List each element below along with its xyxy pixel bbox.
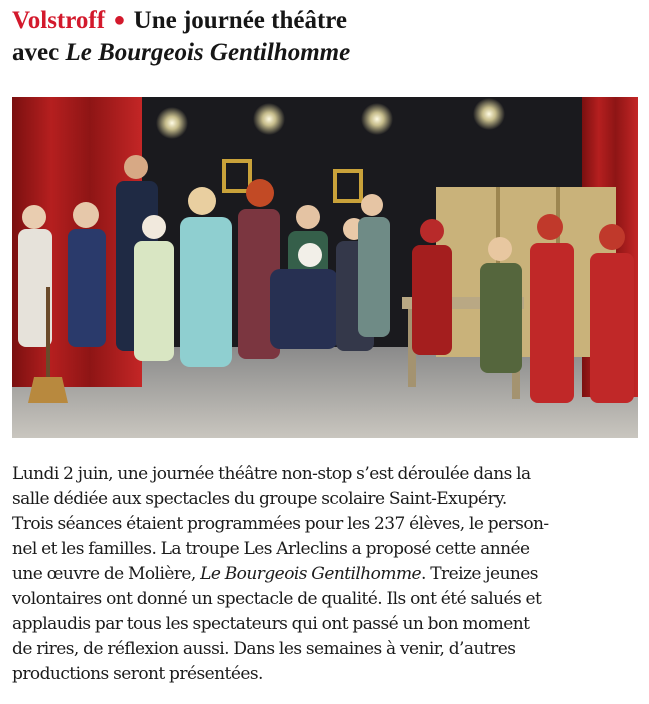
body-line: Trois séances étaient programmées pour les 237 élèves, le person- — [12, 514, 549, 534]
body-line: salle dédiée aux spectacles du groupe scolaire Saint-Exupéry. — [12, 489, 507, 509]
headline — [12, 4, 642, 69]
article-photo — [12, 97, 638, 438]
bullet-dot-icon: ● — [113, 9, 126, 31]
headline-title-part1: Une journée théâtre — [133, 7, 348, 34]
body-line: nel et les familles. La troupe Les Arleclins a proposé cette année — [12, 539, 530, 559]
body-line-segment: . Treize jeunes — [421, 564, 538, 584]
body-line-work-title: Le Bourgeois Gentilhomme — [200, 564, 422, 584]
article-body — [12, 462, 640, 687]
headline-locality: Volstroff — [12, 7, 106, 34]
photo-icon — [12, 97, 638, 438]
body-line: productions seront présentées. — [12, 664, 263, 684]
body-line: applaudis par tous les spectateurs qui ont passé un bon moment — [12, 614, 530, 634]
body-line — [12, 564, 538, 584]
body-line-segment: une œuvre de Molière, — [12, 564, 201, 584]
headline-title-work: Le Bourgeois Gentilhomme — [65, 39, 351, 66]
body-line: volontaires ont donné un spectacle de qualité. Ils ont été salués et — [12, 589, 542, 609]
body-line: Lundi 2 juin, une journée théâtre non-stop s’est déroulée dans la — [12, 464, 531, 484]
body-line: de rires, de réflexion aussi. Dans les semaines à venir, d’autres — [12, 639, 516, 659]
headline-title-part2: avec — [12, 39, 60, 66]
